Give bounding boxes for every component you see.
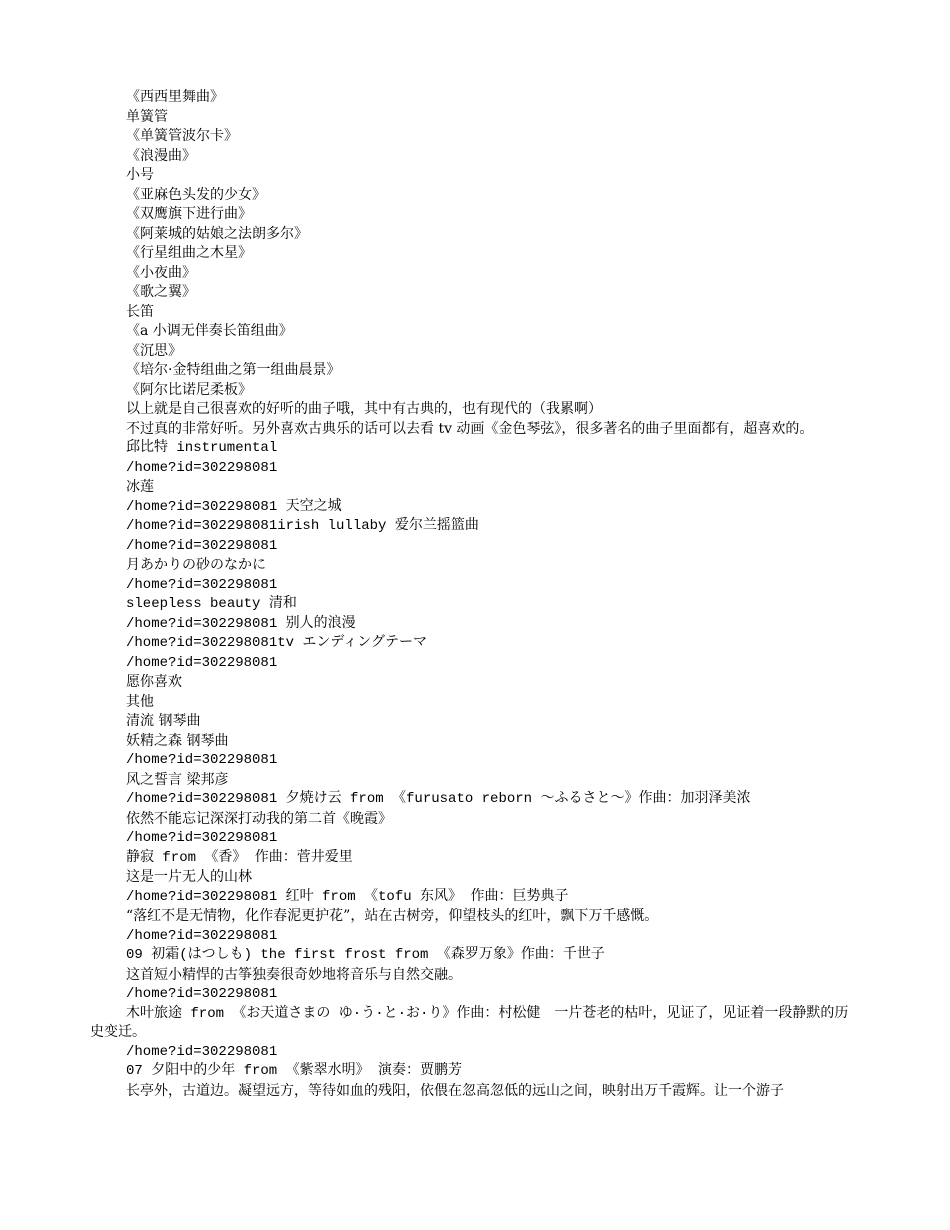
text-paragraph: 木叶旅途 from 《お天道さまの ゆ·う·と·お·り》作曲：村松健 一片苍老的枯叶，见证了，见证着一段静默的历史变迁。 [90, 1005, 849, 1041]
text-line: 妖精之森 钢琴曲 [126, 732, 229, 749]
link-line: /home?id=302298081 [126, 830, 278, 846]
text-line: 风之誓言 梁邦彦 [126, 771, 229, 788]
text-line: 清流 钢琴曲 [126, 713, 201, 729]
link-line: /home?id=302298081irish lullaby 爱尔兰摇篮曲 [126, 518, 479, 534]
text-line: 《西西里舞曲》 [126, 89, 224, 105]
text-line: 这是一片无人的山林 [126, 869, 252, 885]
link-line: /home?id=302298081 红叶 from 《tofu 东风》 作曲：巨势典子 [126, 888, 569, 905]
link-line: /home?id=302298081 [126, 1043, 278, 1060]
link-line: /home?id=302298081 别人的浪漫 [126, 615, 356, 632]
text-line: 《培尔·金特组曲之第一组曲晨景》 [126, 362, 341, 378]
text-line: 长笛 [126, 303, 154, 320]
text-line: 《亚麻色头发的少女》 [126, 186, 266, 203]
text-line: 单簧管 [126, 108, 168, 125]
text-line: 《a 小调无伴奏长笛组曲》 [126, 323, 293, 339]
text-line: 这首短小精悍的古筝独奏很奇妙地将音乐与自然交融。 [126, 966, 462, 983]
link-line: /home?id=302298081 [126, 927, 278, 944]
link-line: /home?id=302298081 天空之城 [126, 498, 342, 515]
text-line: 月あかりの砂のなかに [126, 557, 266, 573]
text-line: 《阿尔比诺尼柔板》 [126, 381, 252, 398]
text-line: 其他 [126, 693, 154, 710]
text-line: 07 夕阳中的少年 from 《紫翠水明》 演奏：贾鹏芳 [126, 1063, 463, 1079]
link-line: /home?id=302298081 [126, 986, 278, 1002]
link-line: /home?id=302298081 夕焼け云 from 《furusato reborn ～ふるさと～》作曲：加羽泽美浓 [126, 791, 751, 807]
link-line: /home?id=302298081 [126, 654, 278, 671]
text-line: 09 初霜(はつしも) the first frost from 《森罗万象》作曲：千世子 [126, 947, 605, 963]
text-line: 《沉思》 [126, 342, 182, 359]
text-line: 小号 [126, 167, 154, 183]
text-line: 《行星组曲之木星》 [126, 245, 252, 261]
text-line: 依然不能忘记深深打动我的第二首《晚霞》 [126, 810, 392, 827]
text-line: 《歌之翼》 [126, 284, 196, 300]
link-line: /home?id=302298081 [126, 537, 278, 554]
text-line: 《浪漫曲》 [126, 147, 196, 164]
text-line: 邱比特 instrumental [126, 440, 278, 456]
text-line: 《单簧管波尔卡》 [126, 128, 238, 144]
text-line: 以上就是自己很喜欢的好听的曲子哦，其中有古典的，也有现代的（我累啊） [126, 401, 602, 417]
text-line: 《双鹰旗下进行曲》 [126, 206, 252, 222]
link-line: /home?id=302298081 [126, 576, 278, 593]
link-line: /home?id=302298081tv エンディングテーマ [126, 635, 428, 651]
link-line: /home?id=302298081 [126, 459, 278, 476]
text-line: “落红不是无情物，化作春泥更护花”，站在古树旁，仰望枝头的红叶，飘下万千感慨。 [126, 908, 659, 924]
text-line: 静寂 from 《香》 作曲：菅井爱里 [126, 849, 353, 866]
text-line: sleepless beauty 清和 [126, 596, 297, 612]
text-paragraph: 不过真的非常好听。另外喜欢古典乐的话可以去看 tv 动画《金色琴弦》，很多著名的曲子里面都有，超喜欢的。 [126, 420, 814, 437]
link-line: /home?id=302298081 [126, 752, 278, 768]
text-line: 《小夜曲》 [126, 264, 196, 281]
text-line: 愿你喜欢 [126, 674, 182, 690]
text-line: 《阿莱城的姑娘之法朗多尔》 [126, 225, 308, 242]
text-line: 冰莲 [126, 479, 154, 495]
text-line: 长亭外，古道边。凝望远方，等待如血的残阳，依偎在忽高忽低的远山之间，映射出万千霞辉。让一个游子 [126, 1082, 784, 1099]
